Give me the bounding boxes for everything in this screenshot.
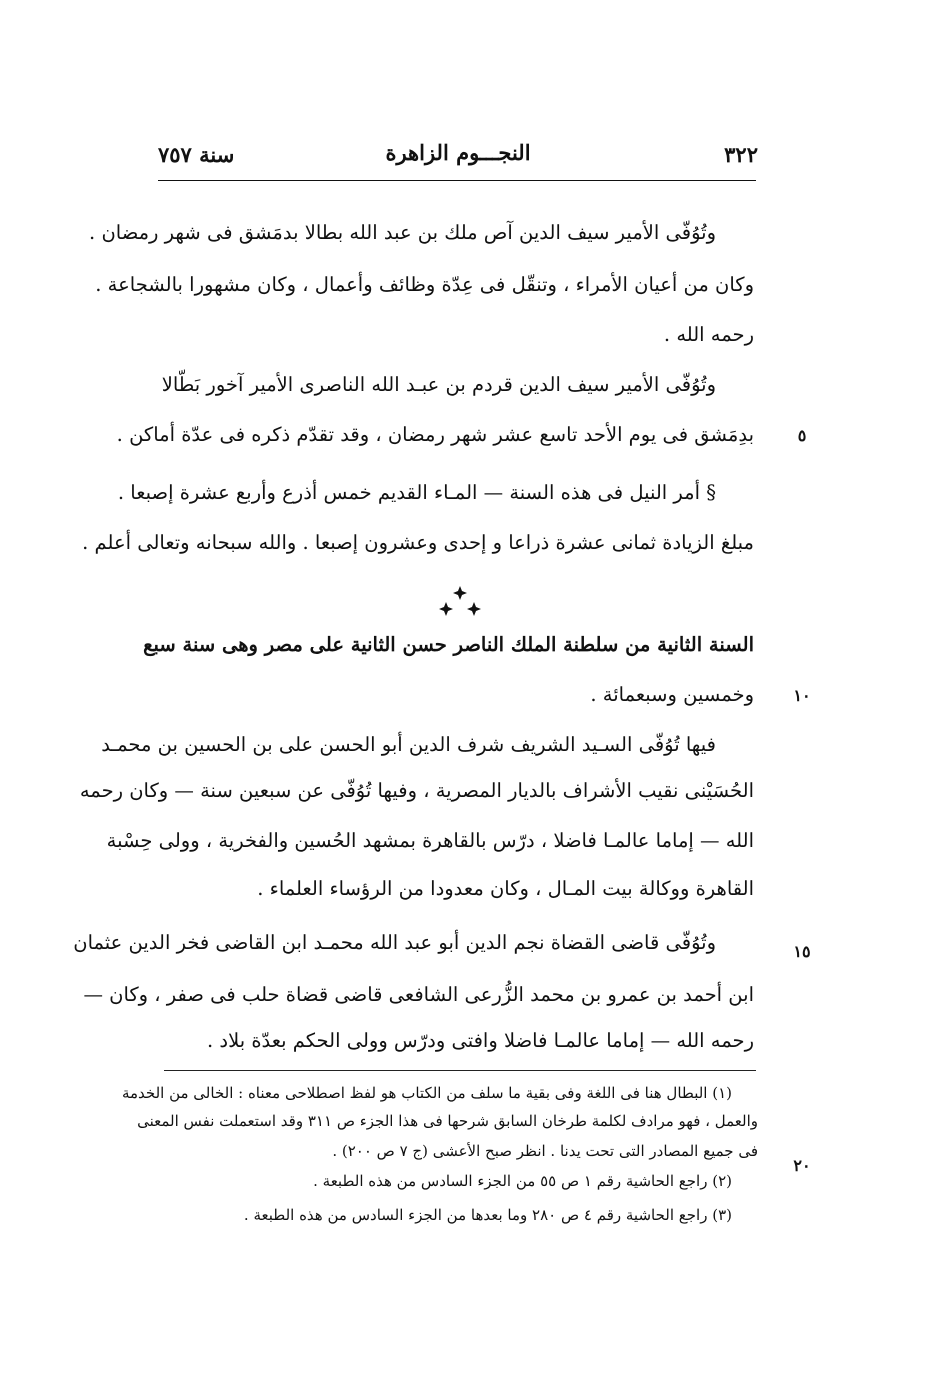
text-line-5: بدِمَشق فى يوم الأحد تاسع عشر شهر رمضان ، وقد تقدّم ذكره فى عدّة أماكن . [116,423,754,446]
page-number: ٣٢٢ [724,142,758,167]
text-line-16: رحمه الله — إماما عالمـا فاضلا وافتى ودرّس وولى الحكم بعدّة بلاد . [206,1029,754,1052]
margin-line-number: ٢٠ [793,1156,811,1175]
header-rule [158,180,756,181]
footnote-1-line-1: (١) البطال هنا فى اللغة وفى بقية ما سلف من الكتاب هو لفظ اصطلاحى معناه : الخالى من الخدمة [121,1084,732,1102]
margin-line-number: ١٠ [793,686,811,705]
page-header [158,140,758,176]
text-line-1: وتُوُفّى الأمير سيف الدين آص ملك بن عبد الله بطالا بدمَشق فى شهر رمضان . [89,221,716,244]
text-line-15: ابن أحمد بن عمرو بن محمد الزُّرعى الشافعى قاضى قضاة حلب فى صفر ، وكان — [83,983,754,1006]
text-line-11: الحُسَيْنى نقيب الأشراف بالديار المصرية ، وفيها تُوُفّى عن سبعين سنة — وكان رحمه [79,779,754,802]
footnote-1-line-2: والعمل ، فهو مرادف لكلمة طرخان السابق شرحها فى هذا الجزء ص ٣١١ وقد استعملت نفس المعنى [137,1112,758,1130]
text-line-10: فيها تُوُفّى السـيد الشريف شرف الدين أبو الحسن على بن الحسين بن محمـد [101,733,716,756]
text-line-9: وخمسين وسبعمائة . [590,683,754,706]
year-heading: السنة الثانية من سلطنة الملك الناصر حسن الثانية على مصر وهى سنة سبع [143,633,754,656]
text-line-3: رحمه الله . [663,323,754,346]
running-year: سنة ٧٥٧ [158,142,235,167]
footnote-3: (٣) راجع الحاشية رقم ٤ ص ٢٨٠ وما بعدها من الجزء السادس من هذه الطبعة . [243,1206,732,1224]
margin-line-number: ١٥ [793,942,811,961]
text-line-12: الله — إماما عالمـا فاضلا ، درّس بالقاهرة بمشهد الحُسين والفخرية ، وولى حِسْبة [106,829,754,852]
footnote-rule [164,1070,756,1071]
text-line-6: § أمر النيل فى هذه السنة — المـاء القديم خمس أذرع وأربع عشرة إصبعا . [117,481,716,504]
section-heading-line [143,630,754,660]
text-line-7: مبلغ الزيادة ثمانى عشرة ذراعا و إحدى وعشرون إصبعا . والله سبحانه وتعالى أعلم . [82,531,754,554]
margin-line-number: ٥ [797,426,807,445]
running-title: النجـــوم الزاهرة [385,140,531,165]
text-line-13: القاهرة ووكالة بيت المـال ، وكان معدودا من الرؤساء العلماء . [257,877,754,900]
text-line-2: وكان من أعيان الأمراء ، وتنقّل فى عِدّة وظائف وأعمال ، وكان مشهورا بالشجاعة . [95,273,754,296]
footnote-1-line-3: فى جميع المصادر التى تحت يدنا . انظر صبح الأعشى (ج ٧ ص ٢٠٠) . [332,1142,758,1160]
section-divider-ornament [430,586,490,620]
text-line-14: وتُوُفّى قاضى القضاة نجم الدين أبو عبد الله محمـد ابن القاضى فخر الدين عثمان [73,931,716,954]
text-line-4: وتُوُفّى الأمير سيف الدين قردم بن عبـد الله الناصرى الأمير آخور بَطّالا [161,373,716,396]
footnote-2: (٢) راجع الحاشية رقم ١ ص ٥٥ من الجزء السادس من هذه الطبعة . [313,1172,732,1190]
